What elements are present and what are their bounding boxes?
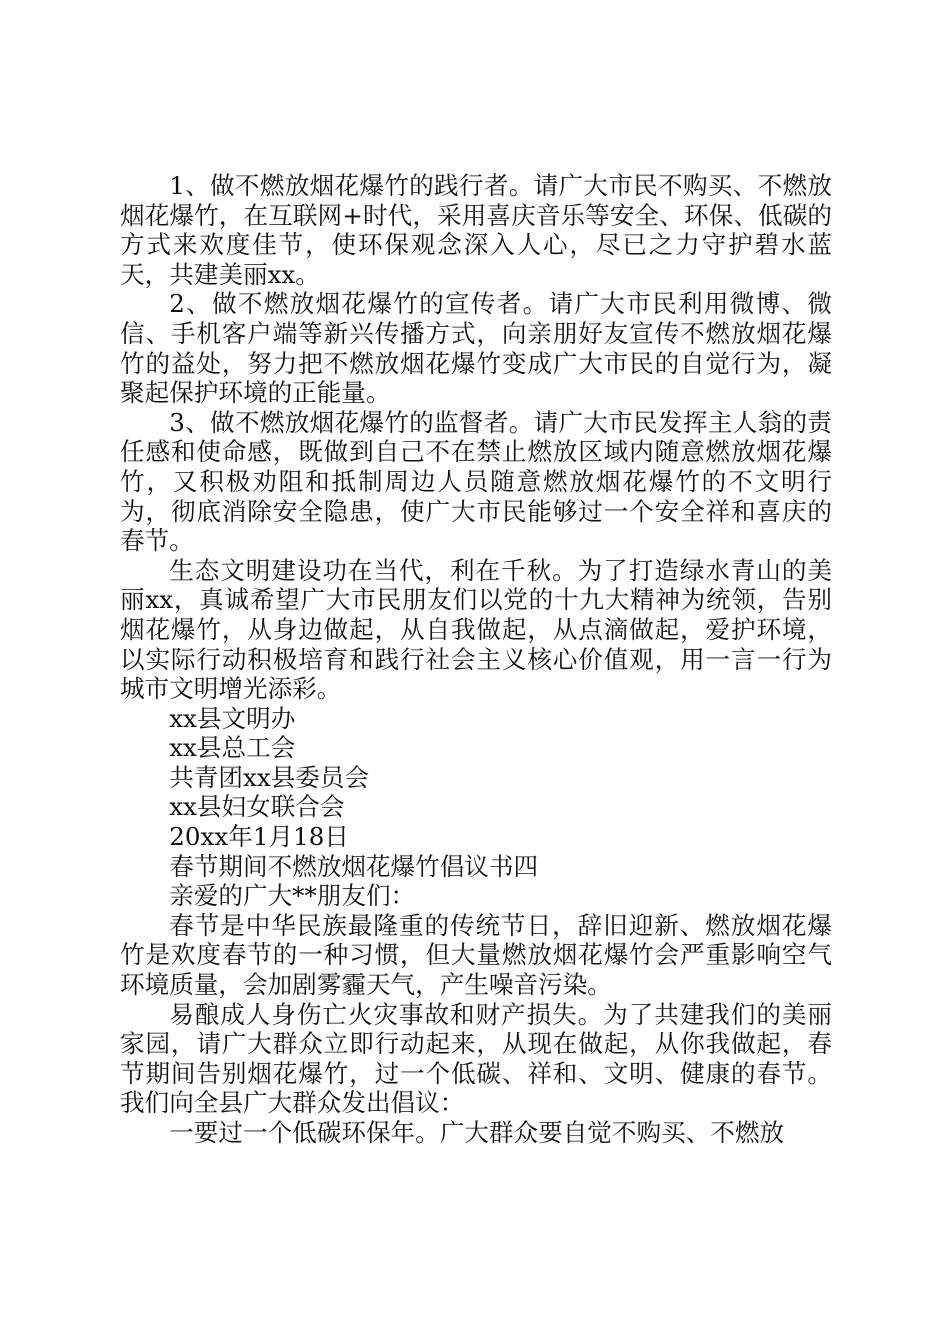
- section-title: 春节期间不燃放烟花爆竹倡议书四: [169, 851, 539, 881]
- document-page: [120, 171, 832, 1148]
- paragraph-7: 一要过一个低碳环保年。广大群众要自觉不购买、不燃放: [169, 1118, 785, 1147]
- signature-line-1: xx县文明办: [169, 703, 296, 733]
- paragraph-4: 生态文明建设功在当代，利在千秋。为了打造绿水青山的美丽xx，真诚希望广大市民朋友们以党的十九大精神为统领，告别烟花爆竹，从身边做起，从自我做起，从点滴做起，爱护环境，以实际行动积极培育和践行社会主义核心价值观，用一言一行为城市文明增光添彩。: [120, 555, 832, 704]
- greeting: 亲爱的广大**朋友们：: [169, 881, 416, 911]
- signature-line-2: xx县总工会: [169, 733, 296, 763]
- paragraph-1: 1、做不燃放烟花爆竹的践行者。请广大市民不购买、不燃放烟花爆竹，在互联网+时代，采用喜庆音乐等安全、环保、低碳的方式来欢度佳节，使环保观念深入人心，尽已之力守护碧水蓝天，共建美丽xx。: [120, 171, 832, 289]
- paragraph-5: 春节是中华民族最隆重的传统节日，辞旧迎新、燃放烟花爆竹是欢度春节的一种习惯，但大量燃放烟花爆竹会严重影响空气环境质量，会加剧雾霾天气，产生噪音污染。: [120, 910, 832, 1000]
- paragraph-2: 2、做不燃放烟花爆竹的宣传者。请广大市民利用微博、微信、手机客户端等新兴传播方式，向亲朋好友宣传不燃放烟花爆竹的益处，努力把不燃放烟花爆竹变成广大市民的自觉行为，凝聚起保护环境的正能量。: [120, 289, 832, 408]
- signature-line-4: xx县妇女联合会: [169, 792, 345, 822]
- signature-line-3: 共青团xx县委员会: [169, 762, 370, 792]
- paragraph-3: 3、做不燃放烟花爆竹的监督者。请广大市民发挥主人翁的责任感和使命感，既做到自己不在禁止燃放区域内随意燃放烟花爆竹，又积极劝阻和抵制周边人员随意燃放烟花爆竹的不文明行为，彻底消除安全隐患，使广大市民能够过一个安全祥和喜庆的春节。: [120, 407, 832, 556]
- signature-date: 20xx年1月18日: [169, 822, 349, 852]
- paragraph-6: 易酿成人身伤亡火灾事故和财产损失。为了共建我们的美丽家园，请广大群众立即行动起来，从现在做起，从你我做起，春节期间告别烟花爆竹，过一个低碳、祥和、文明、健康的春节。我们向全县广大群众发出倡议：: [120, 999, 832, 1118]
